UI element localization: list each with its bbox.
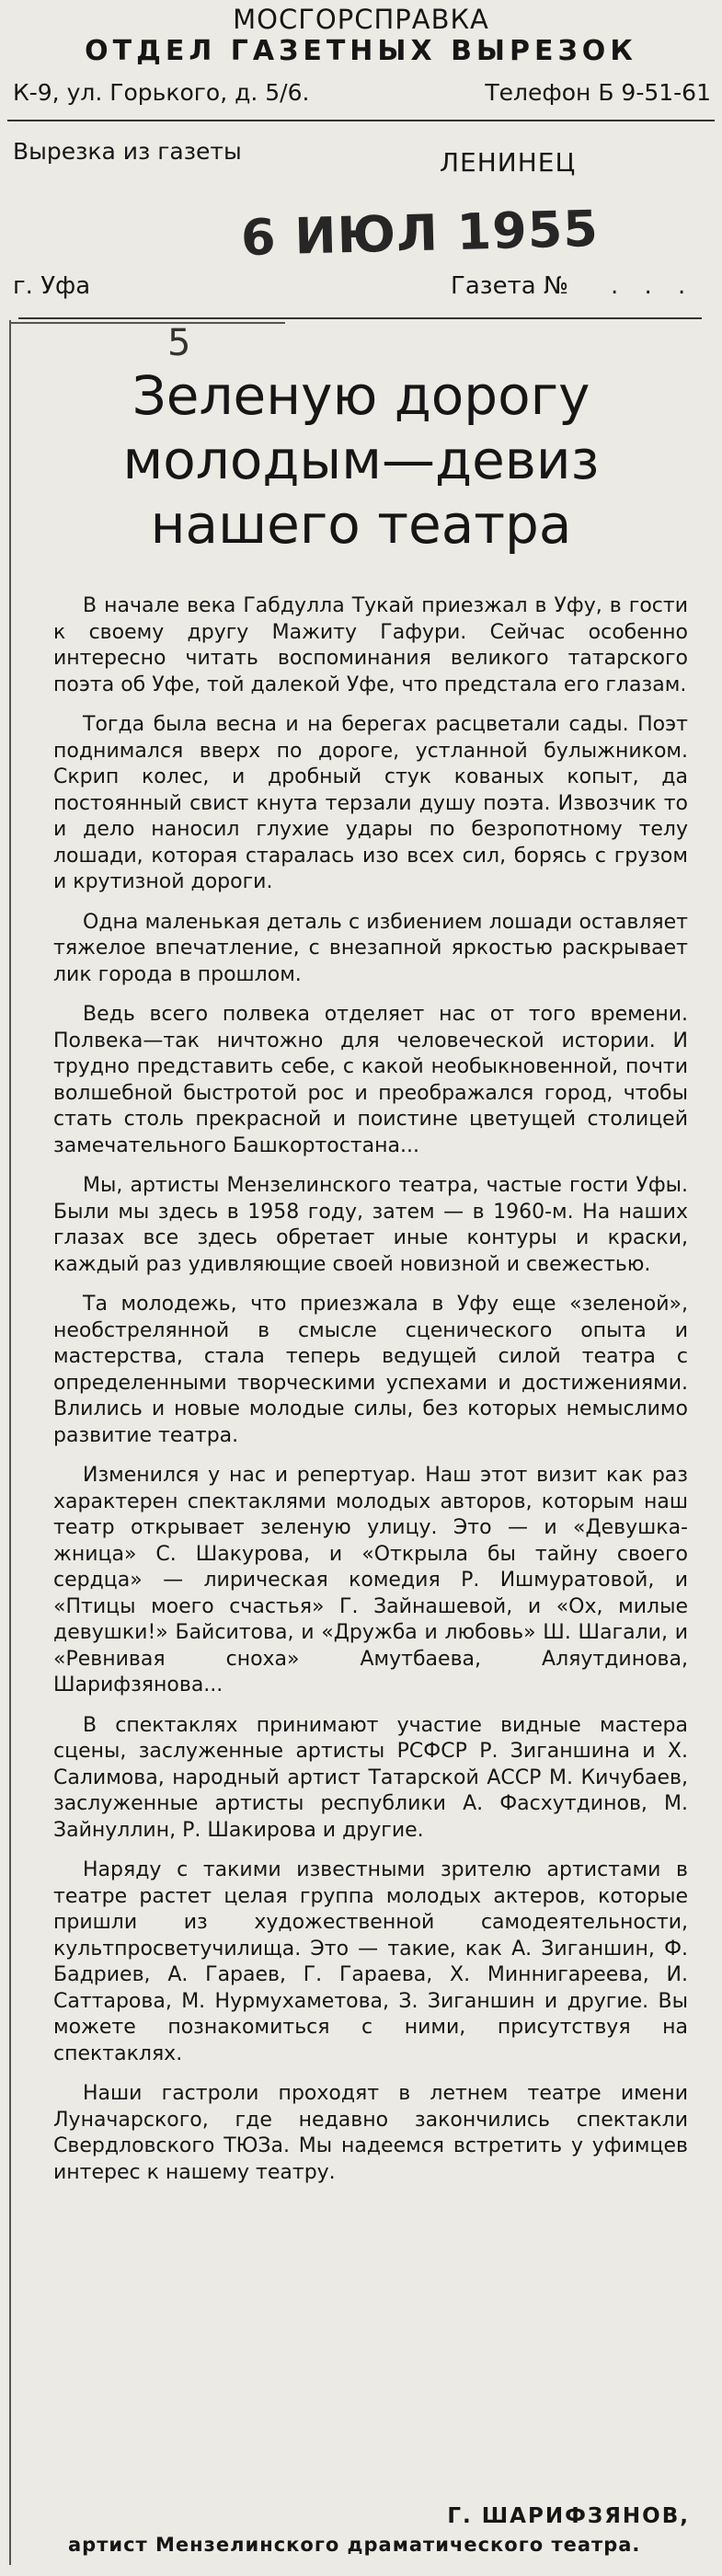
article-paragraph: Одна маленькая деталь с избиением лошади оставляет тяжелое впечатление, с внезапной яркостью раскрывает лик города в прошлом. <box>53 910 688 986</box>
date-stamp: 6 ИЮЛ 1955 <box>240 199 600 268</box>
article-paragraph: Наряду с такими известными зрителю артистами в театре растет целая группа молодых актеров, которые пришли из художественной самодеятельности, культпросветучилища. Это — такие, как А. Зиганшин, Ф. Бадриев, А. Гараев, Г. Гараева, Х. Миннигареева, И. Саттарова, М. Нурмухаметова, З. Зиганшин и другие. Вы можете познакомиться с ними, присутствуя на спектаклях. <box>53 1858 688 2065</box>
agency-address: К-9, ул. Горького, д. 5/6. <box>13 79 310 106</box>
page-marker: 5 <box>167 322 191 364</box>
article-paragraph: В начале века Габдулла Тукай приезжал в Уфу, в гости к своему другу Мажиту Гафури. Сейчас особенно интересно читать воспоминания великого татарского поэта об Уфе, той далекой Уфе, что предстала его глазам. <box>53 594 688 696</box>
gazeta-number-label: Газета № <box>451 272 568 300</box>
city-label: г. Уфа <box>13 272 91 300</box>
article-paragraph: В спектаклях принимают участие видные мастера сцены, заслуженные артисты РСФСР Р. Зиганшина и Х. Салимова, народный артист Татарской АССР М. Кичубаев, заслуженные артисты республики А. Фасхутдинов, М. Зайнуллин, Р. Шакирова и другие. <box>53 1713 688 1842</box>
article-paragraph: Та молодежь, что приезжала в Уфу еще «зеленой», необстрелянной в смысле сценического опыта и мастерства, стала теперь ведущей силой театра с определенными творческими успехами и достижениями. Влились и новые молодые силы, без которых немыслимо развитие театра. <box>53 1293 688 1447</box>
article-paragraph: Наши гастроли проходят в летнем театре имени Луначарского, где недавно закончились спектакли Свердловского ТЮЗа. Мы надеемся встретить у уфимцев интерес к нашему театру. <box>53 2082 688 2184</box>
gazeta-number-value: . . . <box>611 272 695 300</box>
header-bottom-rule <box>18 317 702 319</box>
article-paragraph: Ведь всего полвека отделяет нас от того времени. Полвека—так ничтожно для человеческой истории. И трудно представить себе, с какой необыкновенной, почти волшебной быстротой рос и преображался город, чтобы стать столь прекрасной и поистине цветущей столицей замечательного Башкортостана... <box>53 1003 688 1157</box>
article-headline <box>0 363 722 557</box>
article-paragraph: Изменился у нас и репертуар. Наш этот визит как раз характерен спектаклями молодых авторов, которым наш театр открывает зеленую улицу. Это — и «Девушка-жница» С. Шакурова, и «Открыла бы тайну своего сердца» — лирическая комедия Р. Ишмуратовой, и «Птицы моего счастья» Г. Зайнашевой, и «Ох, милые девушки!» Байситова, и «Дружба и любовь» Ш. Шагали, и «Ревнивая сноха» Амутбаева, Аляутдинова, Шарифзянова... <box>53 1464 688 1696</box>
author-name: Г. ШАРИФЗЯНОВ, <box>447 2504 690 2528</box>
clipping-top-edge <box>9 322 285 324</box>
headline-line: молодым—девиз <box>122 429 600 491</box>
headline-line: нашего театра <box>150 493 572 556</box>
article-paragraph: Мы, артисты Мензелинского театра, частые гости Уфы. Были мы здесь в 1958 году, затем — в 1960-м. На наших глазах все здесь обретает иные контуры и краски, каждый раз удивляющие своей новизной и свежестью. <box>53 1174 688 1276</box>
header-divider <box>7 120 715 121</box>
clipping-label: Вырезка из газеты <box>13 138 242 165</box>
headline-line: Зеленую дорогу <box>132 364 590 427</box>
author-role: артист Мензелинского драматического театра. <box>68 2534 641 2556</box>
department-name: ОТДЕЛ ГАЗЕТНЫХ ВЫРЕЗОК <box>85 35 637 67</box>
article-paragraph: Тогда была весна и на берегах расцветали сады. Поэт поднимался вверх по дороге, устланной булыжником. Скрип колес, и дробный стук кованых копыт, да постоянный свист кнута терзали душу поэта. Извозчик то и дело наносил глухие удары по безропотному телу лошади, которая старалась изо всех сил, борясь с грузом и крутизной дороги. <box>53 713 688 893</box>
clipping-left-edge <box>9 320 11 2565</box>
article-body <box>53 593 688 2200</box>
agency-phone: Телефон Б 9-51-61 <box>485 79 711 106</box>
agency-name: МОСГОРСПРАВКА <box>233 4 489 35</box>
newspaper-name: ЛЕНИНЕЦ <box>440 147 577 178</box>
article-signature <box>55 2504 690 2556</box>
clipping-service-header <box>0 0 722 327</box>
